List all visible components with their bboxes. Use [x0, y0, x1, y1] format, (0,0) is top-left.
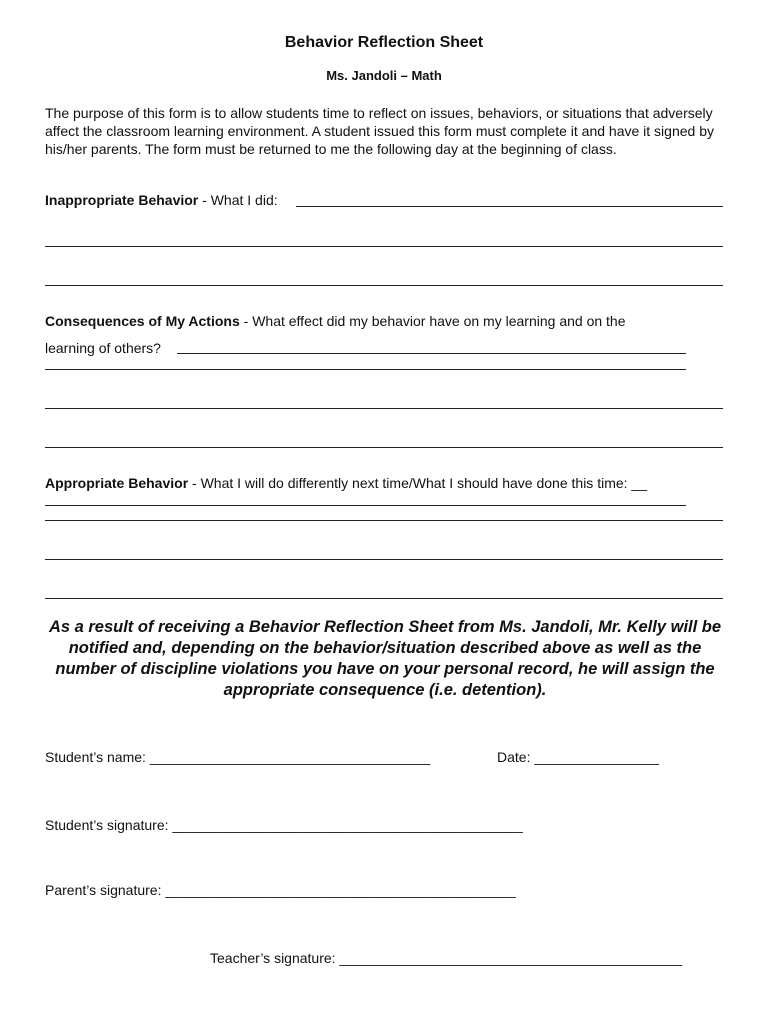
consequences-label: Consequences of My Actions: [45, 313, 240, 329]
consequences-answer-line-3[interactable]: [45, 408, 723, 409]
inappropriate-behavior-question: [45, 191, 278, 209]
appropriate-answer-line-3[interactable]: [45, 559, 723, 560]
student-name-field[interactable]: Student’s name: ____________________________________: [45, 749, 431, 765]
appropriate-behavior-question: [45, 474, 647, 492]
intro-paragraph: The purpose of this form is to allow students time to reflect on issues, behaviors, or situations that adversely affect the classroom learning environment. A student issued this form must complete it and have it signed by his/her parents. The form must be returned to me the following day at the beginning of class.: [45, 105, 714, 157]
appropriate-answer-line-1[interactable]: [45, 505, 686, 506]
inappropriate-answer-line-1[interactable]: [296, 206, 723, 207]
page-title: Behavior Reflection Sheet: [284, 34, 484, 51]
consequences-answer-line-4[interactable]: [45, 447, 723, 448]
teacher-signature-field[interactable]: Teacher’s signature: ____________________________________________: [210, 950, 683, 966]
appropriate-answer-line-2[interactable]: [45, 520, 723, 521]
appropriate-answer-line-4[interactable]: [45, 598, 723, 599]
consequence-notice: As a result of receiving a Behavior Reflection Sheet from Ms. Jandoli, Mr. Kelly will be notified and, depending on the behavior/situation described above as well as the number of discipline violations you have on your personal record, he will assign the appropriate consequence (i.e. detention).: [48, 618, 722, 699]
inappropriate-behavior-label: Inappropriate Behavior: [45, 192, 199, 208]
student-signature-field[interactable]: Student’s signature: _____________________________________________: [45, 817, 523, 833]
consequences-answer-line-1[interactable]: [177, 353, 686, 354]
inappropriate-answer-line-3[interactable]: [45, 285, 723, 286]
parent-signature-field[interactable]: Parent’s signature: _____________________________________________: [45, 882, 516, 898]
appropriate-behavior-prompt: - What I will do differently next time/What I should have done this time: __: [188, 475, 647, 491]
inappropriate-behavior-prompt: - What I did:: [198, 192, 278, 208]
inappropriate-answer-line-2[interactable]: [45, 246, 723, 247]
date-field[interactable]: Date: ________________: [497, 749, 659, 765]
consequences-prompt: - What effect did my behavior have on my learning and on the: [239, 313, 626, 329]
consequences-answer-line-2[interactable]: [45, 369, 686, 370]
consequences-question: [45, 312, 626, 330]
appropriate-behavior-label: Appropriate Behavior: [45, 475, 189, 491]
consequences-prompt-line2: learning of others?: [45, 340, 161, 356]
page-subtitle: Ms. Jandoli – Math: [326, 68, 442, 83]
